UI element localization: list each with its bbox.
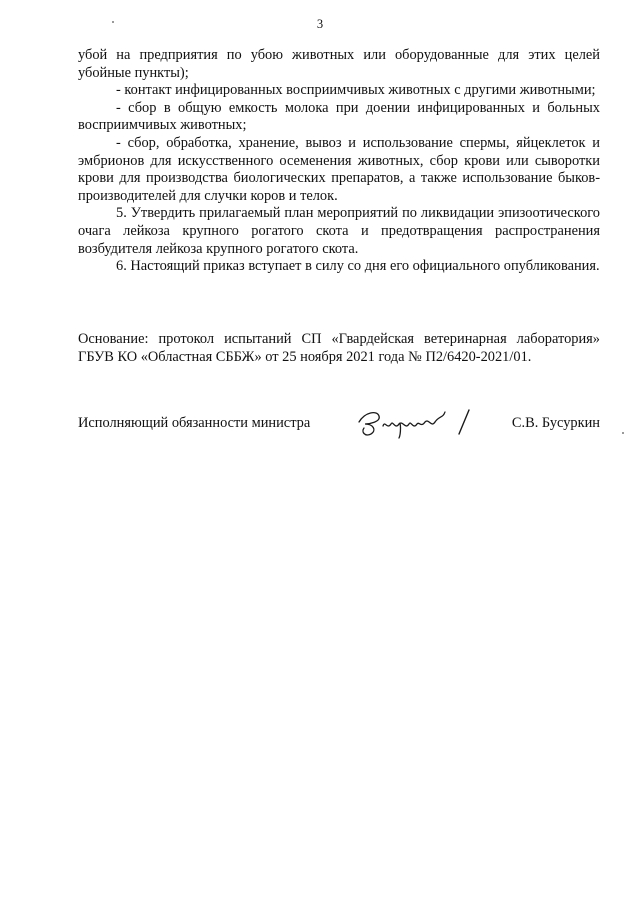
paragraph-slaughter: убой на предприятия по убою животных или оборудованные для этих целей убойные пункты); <box>78 47 600 81</box>
paragraph-contact: - контакт инфицированных восприимчивых животных с другими животными; <box>116 82 596 99</box>
signatory-title: Исполняющий обязанности министра <box>78 415 311 431</box>
paragraph-approve-plan: 5. Утвердить прилагаемый план мероприятий по ликвидации эпизоотического очага лейкоза крупного рогатого скота и предотвращения распространения возбудителя лейкоза крупного рогатого скота. <box>78 205 600 257</box>
page-number: 3 <box>316 17 324 31</box>
paragraph-sperm-processing: - сбор, обработка, хранение, вывоз и использование спермы, яйцеклеток и эмбрионов для искусственного осеменения животных, сбор крови или сыворотки крови для производства биологических препаратов, а также использование быков-производителей для случки коров и телок. <box>78 134 600 204</box>
basis-note: Основание: протокол испытаний СП «Гвардейская ветеринарная лаборатория» ГБУВ КО «Областная СББЖ» от 25 ноября 2021 года № П2/6420-2021/01. <box>78 331 600 365</box>
signatory-name: С.В. Бусуркин <box>511 415 600 431</box>
paragraph-milk-collection: - сбор в общую емкость молока при доении инфицированных и больных восприимчивых животных; <box>78 99 600 134</box>
paragraph-effective-date: 6. Настоящий приказ вступает в силу со дня его официального опубликования. <box>116 258 600 275</box>
document-body <box>78 47 600 276</box>
scan-speck <box>622 432 624 434</box>
handwritten-signature <box>355 400 480 442</box>
